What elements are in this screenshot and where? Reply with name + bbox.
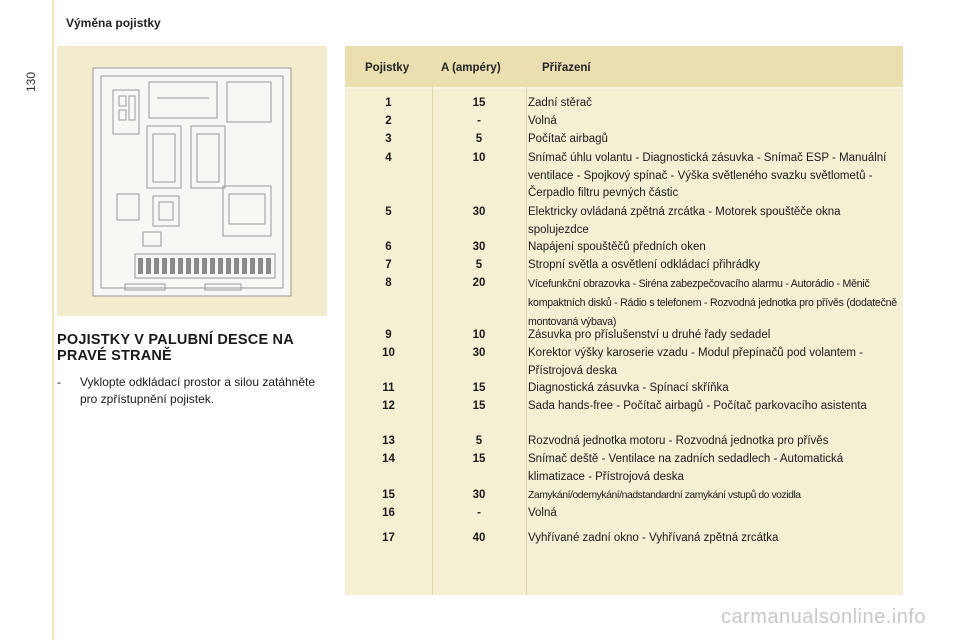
fuse-assignment: Rozvodná jednotka motoru - Rozvodná jednotka pro přívěs xyxy=(528,435,829,447)
header-amperes: A (ampéry) xyxy=(441,62,501,74)
fuse-amperage: 30 xyxy=(472,347,486,359)
fuse-slots xyxy=(138,258,271,274)
fuse-number: 14 xyxy=(382,453,395,465)
section-title: POJISTKY V PALUBNÍ DESCE NA PRAVÉ STRANĚ xyxy=(57,332,294,364)
watermark: carmanualsonline.info xyxy=(720,606,926,628)
fuse-assignment: Počítač airbagů xyxy=(528,133,608,145)
fuse-slot xyxy=(170,258,175,274)
fuse-number: 11 xyxy=(382,382,395,394)
fuse-number: 4 xyxy=(385,152,392,164)
fuse-assignment: Sada hands-free - Počítač airbagů - Počítač parkovacího asistenta xyxy=(528,400,867,412)
fuse-slot xyxy=(154,258,159,274)
instruction-body: Vyklopte odkládací prostor a silou zatáhněte pro zpřístupnění pojistek. xyxy=(80,375,316,406)
fuse-slot xyxy=(210,258,215,274)
fuse-slot xyxy=(258,258,263,274)
fuse-assignment: Volná xyxy=(528,115,557,127)
fuse-slot xyxy=(226,258,231,274)
fuse-slot xyxy=(234,258,239,274)
fuse-number: 17 xyxy=(382,532,395,544)
fuse-slot xyxy=(194,258,199,274)
fuse-assignment: Snímač úhlu volantu - Diagnostická zásuvka - Snímač ESP - Manuální ventilace - Spojkový spínač - Výška světleného svazku světlometů - Čerpadlo filtru pevných částic xyxy=(528,152,887,199)
fuse-slot xyxy=(178,258,183,274)
fuse-amperage: 30 xyxy=(472,241,486,253)
fuse-number: 6 xyxy=(385,241,392,253)
fuse-amperage: 15 xyxy=(472,97,486,109)
fuse-slot xyxy=(218,258,223,274)
fuse-assignment: Zásuvka pro příslušenství u druhé řady sedadel xyxy=(528,329,771,341)
fuse-number: 2 xyxy=(385,115,392,127)
fuse-amperage: 20 xyxy=(472,277,486,289)
fuse-assignment: Stropní světla a osvětlení odkládací přihrádky xyxy=(528,259,761,271)
fuse-number: 5 xyxy=(385,206,392,218)
fuse-assignment: Vyhřívané zadní okno - Vyhřívaná zpětná zrcátka xyxy=(528,532,779,544)
fuse-table-header xyxy=(345,46,903,87)
fuse-assignment: Korektor výšky karoserie vzadu - Modul přepínačů pod volantem - Přístrojová deska xyxy=(528,347,863,377)
fuse-assignment: Elektricky ovládaná zpětná zrcátka - Motorek spouštěče okna spolujezdce xyxy=(528,206,841,236)
fuse-slot xyxy=(202,258,207,274)
fuse-assignment: Vícefunkční obrazovka - Siréna zabezpečovacího alarmu - Autorádio - Měnič kompaktních disků - Rádio s telefonem - Rozvodná jednotka pro přívěs (dodatečně montovaná výbava) xyxy=(528,278,897,328)
fuse-amperage: 30 xyxy=(472,206,486,218)
fuse-amperage: 5 xyxy=(475,259,483,271)
fuse-assignment: Napájení spouštěčů předních oken xyxy=(528,241,706,253)
fuse-amperage: 15 xyxy=(472,400,486,412)
page-number: 130 xyxy=(24,71,38,92)
fuse-amperage: - xyxy=(477,115,481,127)
fusebox-drawing xyxy=(57,46,327,316)
header-divider xyxy=(345,87,903,89)
fuse-assignment: Zadní stěrač xyxy=(528,97,592,109)
fuse-slot xyxy=(266,258,271,274)
fuse-amperage: 15 xyxy=(472,382,486,394)
fuse-number: 3 xyxy=(385,133,392,145)
fuse-assignment: Diagnostická zásuvka - Spínací skříňka xyxy=(528,382,729,394)
fuse-slot xyxy=(146,258,151,274)
margin-rule xyxy=(52,0,54,640)
fuse-number: 10 xyxy=(382,347,395,359)
fuse-number: 8 xyxy=(385,277,392,289)
fuse-number: 9 xyxy=(385,329,392,341)
fuse-amperage: 10 xyxy=(472,152,486,164)
fuse-amperage: 15 xyxy=(472,453,486,465)
fuse-amperage: 40 xyxy=(472,532,486,544)
fuse-slot xyxy=(138,258,143,274)
fuse-amperage: 5 xyxy=(475,435,483,447)
column-divider xyxy=(526,87,527,595)
instruction-text xyxy=(57,374,327,408)
fusebox-illustration xyxy=(57,46,327,316)
fuse-number: 12 xyxy=(382,400,395,412)
page-header-title: Výměna pojistky xyxy=(66,16,161,30)
fuse-amperage: - xyxy=(477,507,481,519)
fuse-assignment: Snímač deště - Ventilace na zadních sedadlech - Automatická klimatizace - Přístrojová deska xyxy=(528,453,844,483)
fuse-number: 1 xyxy=(385,97,392,109)
fuse-slot xyxy=(250,258,255,274)
fuse-number: 13 xyxy=(382,435,395,447)
fuse-number: 7 xyxy=(385,259,392,271)
instruction-dash: - xyxy=(57,375,61,389)
fuse-amperage: 5 xyxy=(475,133,483,145)
fuse-slot xyxy=(242,258,247,274)
fuse-amperage: 10 xyxy=(472,329,486,341)
fuse-number: 16 xyxy=(382,507,395,519)
fuse-assignment: Zamykání/odemykání/nadstandardní zamykání vstupů do vozidla xyxy=(528,490,801,501)
fuse-amperage: 30 xyxy=(472,489,486,501)
fuse-number: 15 xyxy=(382,489,395,501)
fuse-table xyxy=(345,46,903,595)
fuse-slot xyxy=(162,258,167,274)
header-assignment: Přiřazení xyxy=(542,62,591,74)
fuse-assignment: Volná xyxy=(528,507,557,519)
header-fuses: Pojistky xyxy=(365,62,410,74)
fuse-slot xyxy=(186,258,191,274)
